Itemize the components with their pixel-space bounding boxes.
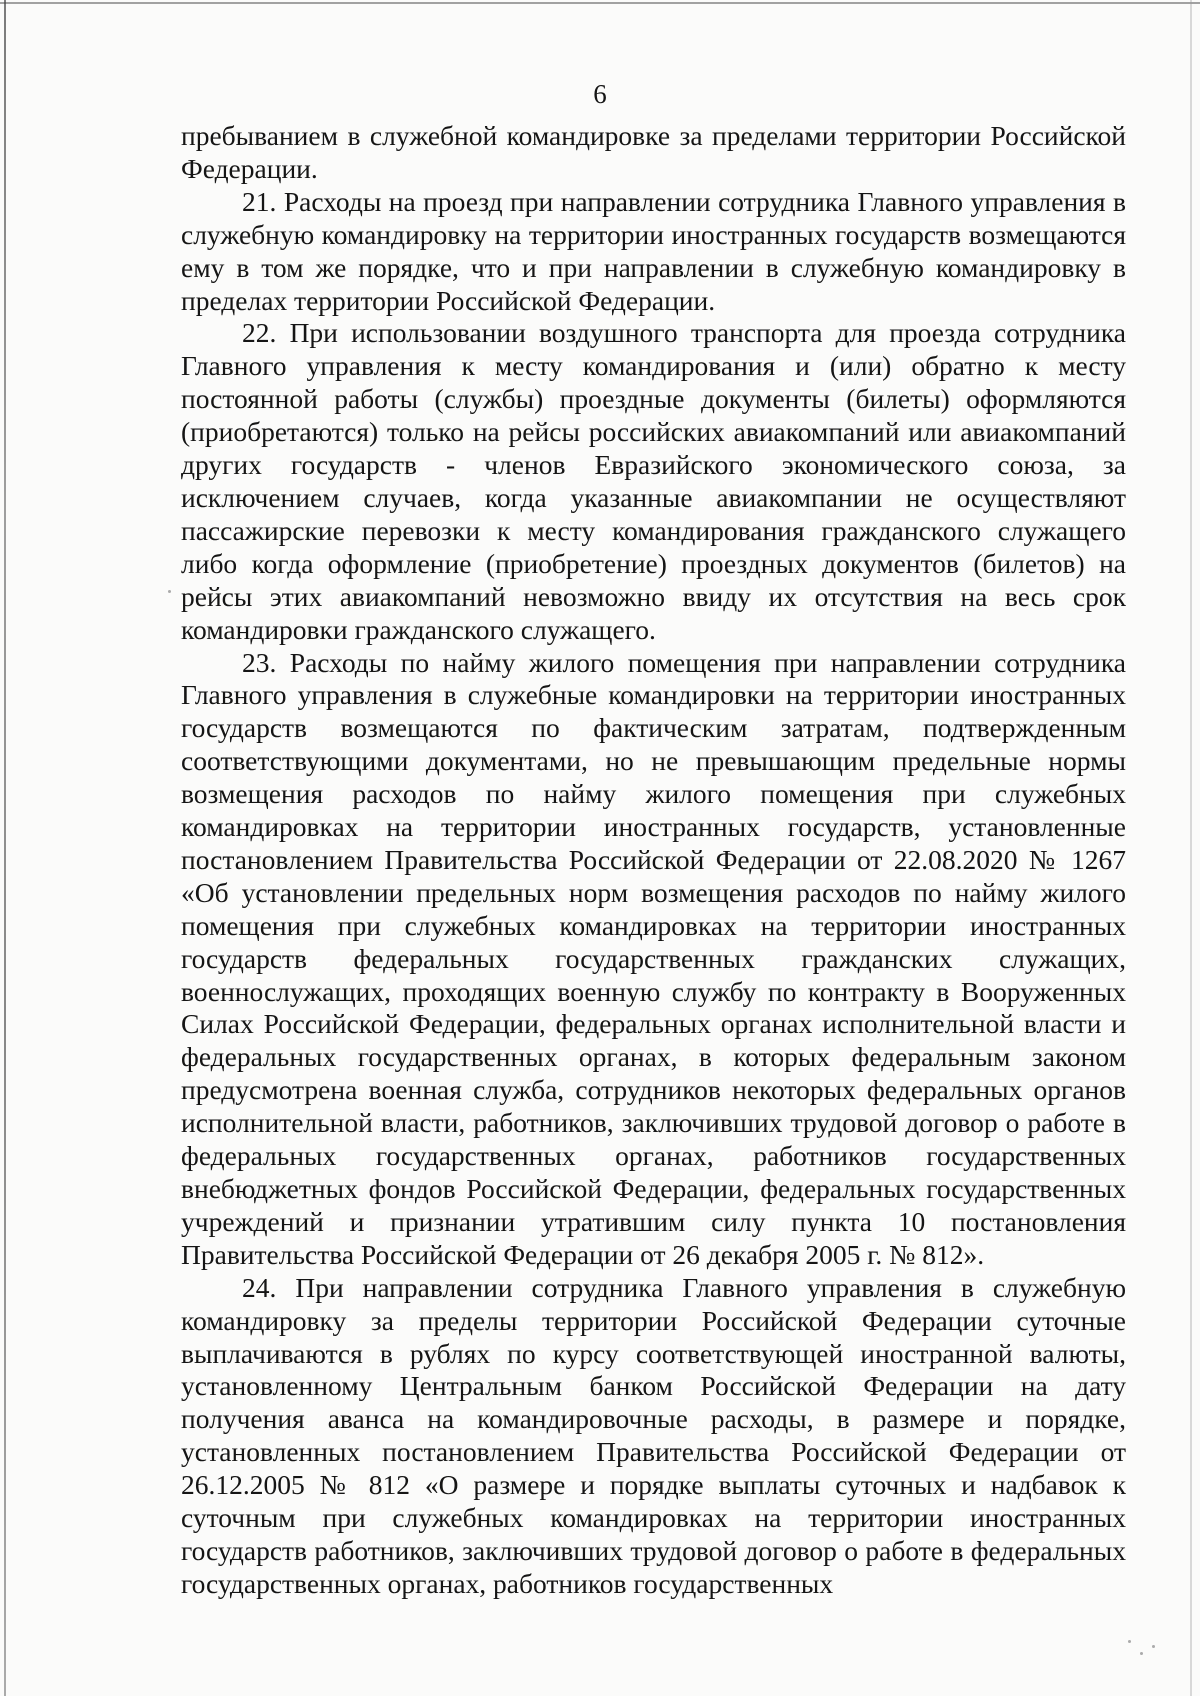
scan-speck (1140, 1652, 1143, 1655)
scan-speck (1128, 1640, 1131, 1643)
scan-edge-left (4, 0, 6, 1696)
paragraph-22: 22. При использовании воздушного транспорта для проезда сотрудника Главного управления к месту командирования и (или) обратно к месту постоянной работы (службы) проездные документы (билеты) оформляются (приобретаются) только на рейсы российских авиакомпаний или авиакомпаний других государств - членов Евразийского экономического союза, за исключением случаев, когда указанные авиакомпании не осуществляют пассажирские перевозки к месту командирования гражданского служащего либо когда оформление (приобретение) проездных документов (билетов) на рейсы этих авиакомпаний невозможно ввиду их отсутствия на весь срок командировки гражданского служащего. (181, 317, 1126, 645)
paragraph-continuation: пребыванием в служебной командировке за пределами территории Российской Федерации. (181, 120, 1126, 184)
paragraph-21: 21. Расходы на проезд при направлении сотрудника Главного управления в служебную командировку на территории иностранных государств возмещаются ему в том же порядке, что и при направлении в служебную командировку в пределах территории Российской Федерации. (181, 185, 1126, 316)
scan-speck (1152, 1645, 1155, 1648)
document-body (181, 120, 1126, 1601)
paragraph-23: 23. Расходы по найму жилого помещения при направлении сотрудника Главного управления в служебные командировки на территории иностранных государств возмещаются по фактическим затратам, подтвержденным соответствующими документами, но не превышающим предельные нормы возмещения расходов по найму жилого помещения при служебных командировках на территории иностранных государств, установленные постановлением Правительства Российской Федерации от 22.08.2020 № 1267 «Об установлении предельных норм возмещения расходов по найму жилого помещения при служебных командировках на территории иностранных государств федеральных государственных гражданских служащих, военнослужащих, проходящих военную службу по контракту в Вооруженных Силах Российской Федерации, федеральных органах исполнительной власти и федеральных государственных органах, в которых федеральным законом предусмотрена военная служба, сотрудников некоторых федеральных органов исполнительной власти, работников, заключивших трудовой договор о работе в федеральных государственных органах, работников государственных внебюджетных фондов Российской Федерации, федеральных государственных учреждений и признании утратившим силу пункта 10 постановления Правительства Российской Федерации от 26 декабря 2005 г. № 812». (181, 646, 1126, 1270)
paragraph-24: 24. При направлении сотрудника Главного управления в служебную командировку за пределы территории Российской Федерации суточные выплачиваются в рублях по курсу соответствующей иностранной валюты, установленному Центральным банком Российской Федерации на дату получения аванса на командировочные расходы, в размере и порядке, установленных постановлением Правительства Российской Федерации от 26.12.2005 № 812 «О размере и порядке выплаты суточных и надбавок к суточным при служебных командировках на территории иностранных государств работников, заключивших трудовой договор о работе в федеральных государственных органах, работников государственных (181, 1271, 1126, 1599)
scan-edge-right (1190, 0, 1192, 1696)
page-number: 6 (593, 79, 607, 109)
scan-speck (168, 590, 171, 593)
scan-edge-top (0, 2, 1200, 4)
